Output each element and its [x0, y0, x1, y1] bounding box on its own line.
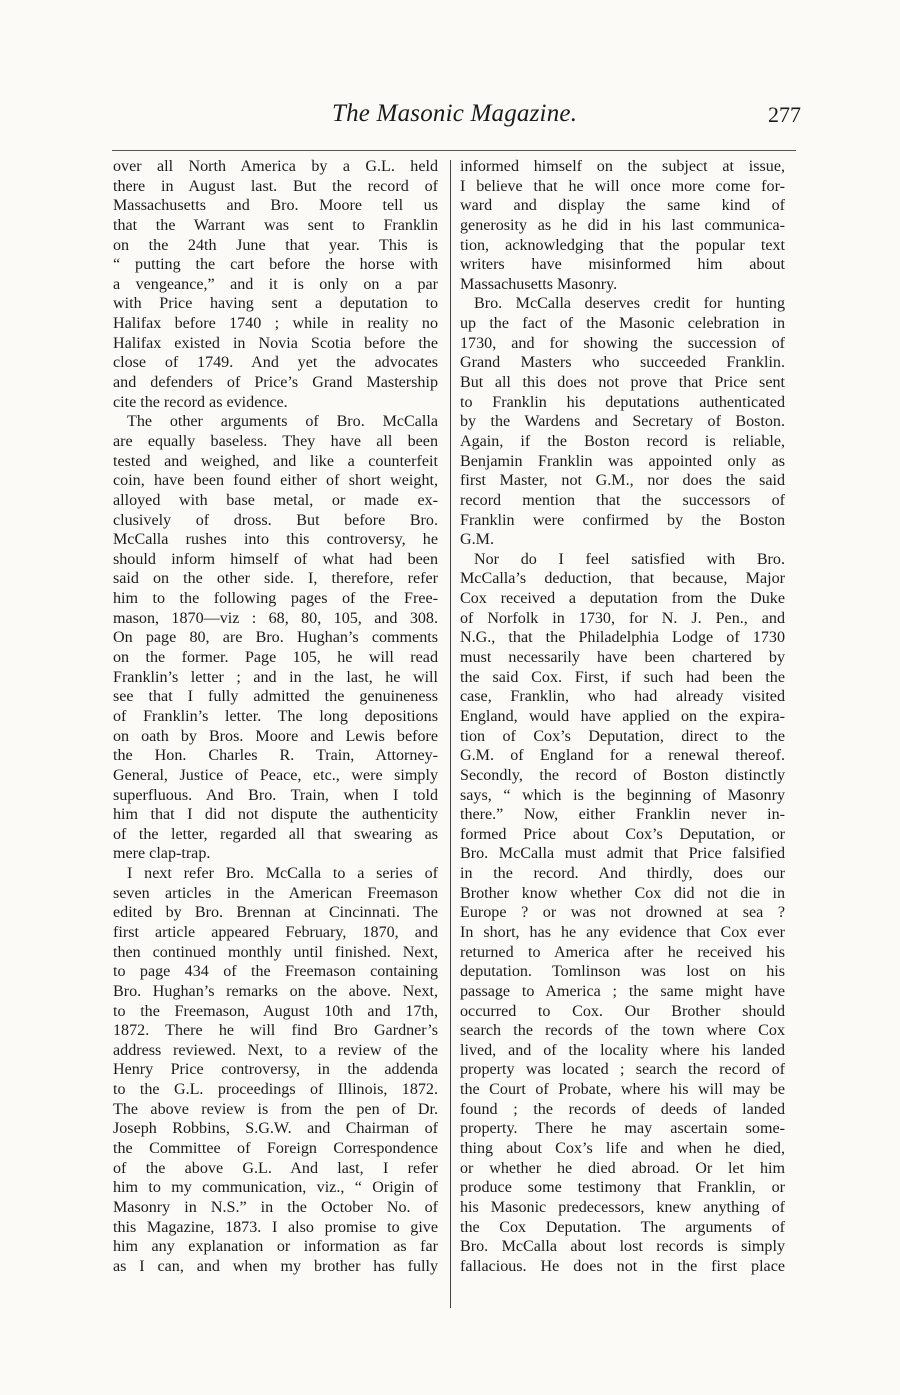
text-line: Halifax before 1740 ; while in reality no [113, 315, 438, 333]
text-line: or whether he died abroad. Or let him [460, 1159, 785, 1177]
text-line: him any explanation or information as far [113, 1238, 438, 1256]
text-line: deputation. Tomlinson was lost on his [460, 963, 785, 981]
text-line: General, Justice of Peace, etc., were simply [113, 766, 438, 784]
text-line: McCalla rushes into this controversy, he [113, 531, 438, 549]
text-line: Franklin’s letter ; and in the last, he will [113, 668, 438, 686]
text-line: lived, and of the locality where his landed [460, 1041, 785, 1059]
left-column [113, 157, 438, 1277]
text-line: of the above G.L. And last, I refer [113, 1159, 438, 1177]
text-line: mason, 1870—viz : 68, 80, 105, and 308. [113, 609, 438, 627]
text-line: there in August last. But the record of [113, 177, 438, 195]
text-line: the Hon. Charles R. Train, Attorney- [113, 747, 438, 765]
text-line: Bro. Hughan’s remarks on the above. Next, [113, 982, 438, 1000]
page-header [0, 96, 900, 136]
text-line: I believe that he will once more come for- [460, 177, 785, 195]
text-line: a vengeance,” and it is only on a par [113, 275, 438, 293]
text-line: the Committee of Foreign Correspondence [113, 1140, 438, 1158]
text-line: on the former. Page 105, he will read [113, 649, 438, 667]
text-line: of Franklin’s letter. The long depositions [113, 707, 438, 725]
text-line: there.” Now, either Franklin never in- [460, 806, 785, 824]
text-line: Europe ? or was not drowned at sea ? [460, 904, 785, 922]
text-line: him to my communication, viz., “ Origin of [113, 1179, 438, 1197]
text-line: alloyed with base metal, or made ex- [113, 491, 438, 509]
text-line: On page 80, are Bro. Hughan’s comments [113, 629, 438, 647]
text-line: Again, if the Boston record is reliable, [460, 432, 785, 450]
text-line: Halifax existed in Novia Scotia before the [113, 334, 438, 352]
text-line: first Master, not G.M., nor does the said [460, 472, 785, 490]
page-number: 277 [768, 102, 801, 127]
text-line: to page 434 of the Freemason containing [113, 963, 438, 981]
text-line: edited by Bro. Brennan at Cincinnati. The [113, 904, 438, 922]
text-line: England, would have applied on the expira- [460, 707, 785, 725]
text-line: occurred to Cox. Our Brother should [460, 1002, 785, 1020]
text-line: close of 1749. And yet the advocates [113, 354, 438, 372]
text-line: thing about Cox’s life and when he died, [460, 1140, 785, 1158]
text-line: search the records of the town where Cox [460, 1022, 785, 1040]
text-line: “ putting the cart before the horse with [113, 256, 438, 274]
text-line: seven articles in the American Freemason [113, 884, 438, 902]
text-line: property was located ; search the record of [460, 1061, 785, 1079]
text-line: But all this does not prove that Price sent [460, 374, 785, 392]
text-line: Grand Masters who succeeded Franklin. [460, 354, 785, 372]
text-line: the said Cox. First, if such had been the [460, 668, 785, 686]
text-line: property. There he may ascertain some- [460, 1120, 785, 1138]
text-line: then continued monthly until finished. Next, [113, 943, 438, 961]
text-line: tested and weighed, and like a counterfeit [113, 452, 438, 470]
text-line: his Masonic predecessors, knew anything of [460, 1198, 785, 1216]
text-line: writers have misinformed him about [460, 256, 785, 274]
text-line: said on the other side. I, therefore, refer [113, 570, 438, 588]
text-line: him that I did not dispute the authenticity [113, 806, 438, 824]
text-line: Bro. McCalla deserves credit for hunting [474, 295, 785, 313]
column-divider [450, 160, 451, 1308]
text-line: Brother know whether Cox did not die in [460, 884, 785, 902]
text-line: of Norfolk in 1730, for N. J. Pen., and [460, 609, 785, 627]
text-line: the Cox Deputation. The arguments of [460, 1218, 785, 1236]
text-line: McCalla’s deduction, that because, Major [460, 570, 785, 588]
text-line: formed Price about Cox’s Deputation, or [460, 825, 785, 843]
text-line: says, “ which is the beginning of Masonry [460, 786, 785, 804]
text-line: to the G.L. proceedings of Illinois, 1872. [113, 1081, 438, 1099]
text-line: coin, have been found either of short weight, [113, 472, 438, 490]
text-line: Secondly, the record of Boston distinctly [460, 766, 785, 784]
text-line: cite the record as evidence. [113, 393, 288, 411]
text-line: G.M. of England for a renewal thereof. [460, 747, 785, 765]
text-line: Joseph Robbins, S.G.W. and Chairman of [113, 1120, 438, 1138]
text-line: found ; the records of deeds of landed [460, 1100, 785, 1118]
text-line: address reviewed. Next, to a review of the [113, 1041, 438, 1059]
text-line: and defenders of Price’s Grand Mastership [113, 374, 438, 392]
text-line: him to the following pages of the Free- [113, 590, 438, 608]
text-line: produce some testimony that Franklin, or [460, 1179, 785, 1197]
text-line: Nor do I feel satisfied with Bro. [474, 550, 785, 568]
running-title: The Masonic Magazine. [332, 100, 578, 127]
text-line: Massachusetts Masonry. [460, 275, 618, 293]
text-line: should inform himself of what had been [113, 550, 438, 568]
text-line: I next refer Bro. McCalla to a series of [127, 865, 438, 883]
text-line: Bro. McCalla must admit that Price falsified [460, 845, 785, 863]
text-line: Benjamin Franklin was appointed only as [460, 452, 785, 470]
text-line: this Magazine, 1873. I also promise to give [113, 1218, 438, 1236]
text-line: 1872. There he will find Bro Gardner’s [113, 1022, 438, 1040]
text-line: The above review is from the pen of Dr. [113, 1100, 438, 1118]
text-line: fallacious. He does not in the first place [460, 1257, 785, 1275]
text-line: must necessarily have been chartered by [460, 649, 785, 667]
text-line: as I can, and when my brother has fully [113, 1257, 438, 1275]
text-line: mere clap-trap. [113, 845, 211, 863]
text-line: Henry Price controversy, in the addenda [113, 1061, 438, 1079]
text-line: tion, acknowledging that the popular text [460, 236, 785, 254]
text-line: The other arguments of Bro. McCalla [127, 413, 438, 431]
text-line: generosity as he did in his last communica- [460, 216, 785, 234]
text-line: in the record. And thirdly, does our [460, 865, 785, 883]
text-line: record mention that the successors of [460, 491, 785, 509]
text-line: Masonry in N.S.” in the October No. of [113, 1198, 438, 1216]
text-line: G.M. [460, 531, 494, 549]
right-column [460, 157, 785, 1277]
text-line: clusively of dross. But before Bro. [113, 511, 438, 529]
text-line: over all North America by a G.L. held [113, 158, 438, 175]
text-line: tion of Cox’s Deputation, direct to the [460, 727, 785, 745]
text-line: Cox received a deputation from the Duke [460, 590, 785, 608]
text-line: N.G., that the Philadelphia Lodge of 1730 [460, 629, 785, 647]
text-line: case, Franklin, who had already visited [460, 688, 785, 706]
text-line: Franklin were confirmed by the Boston [460, 511, 785, 529]
text-line: informed himself on the subject at issue, [460, 158, 785, 175]
text-line: passage to America ; the same might have [460, 982, 785, 1000]
text-line: with Price having sent a deputation to [113, 295, 438, 313]
text-line: see that I fully admitted the genuineness [113, 688, 438, 706]
text-line: Massachusetts and Bro. Moore tell us [113, 197, 438, 215]
text-line: on the 24th June that year. This is [113, 236, 438, 254]
text-line: to Franklin his deputations authenticated [460, 393, 785, 411]
text-line: that the Warrant was sent to Franklin [113, 216, 438, 234]
text-line: 1730, and for showing the succession of [460, 334, 785, 352]
text-line: In short, has he any evidence that Cox ever [460, 923, 785, 941]
text-line: ward and display the same kind of [460, 197, 785, 215]
text-line: first article appeared February, 1870, and [113, 923, 438, 941]
text-line: Bro. McCalla about lost records is simply [460, 1238, 785, 1256]
text-line: the Court of Probate, where his will may be [460, 1081, 785, 1099]
text-line: on oath by Bros. Moore and Lewis before [113, 727, 438, 745]
text-line: up the fact of the Masonic celebration in [460, 315, 785, 333]
text-line: to the Freemason, August 10th and 17th, [113, 1002, 438, 1020]
text-line: of the letter, regarded all that swearing as [113, 825, 438, 843]
header-rule [112, 150, 796, 151]
text-line: by the Wardens and Secretary of Boston. [460, 413, 785, 431]
text-line: returned to America after he received his [460, 943, 785, 961]
text-line: superfluous. And Bro. Train, when I told [113, 786, 438, 804]
text-line: are equally baseless. They have all been [113, 432, 438, 450]
